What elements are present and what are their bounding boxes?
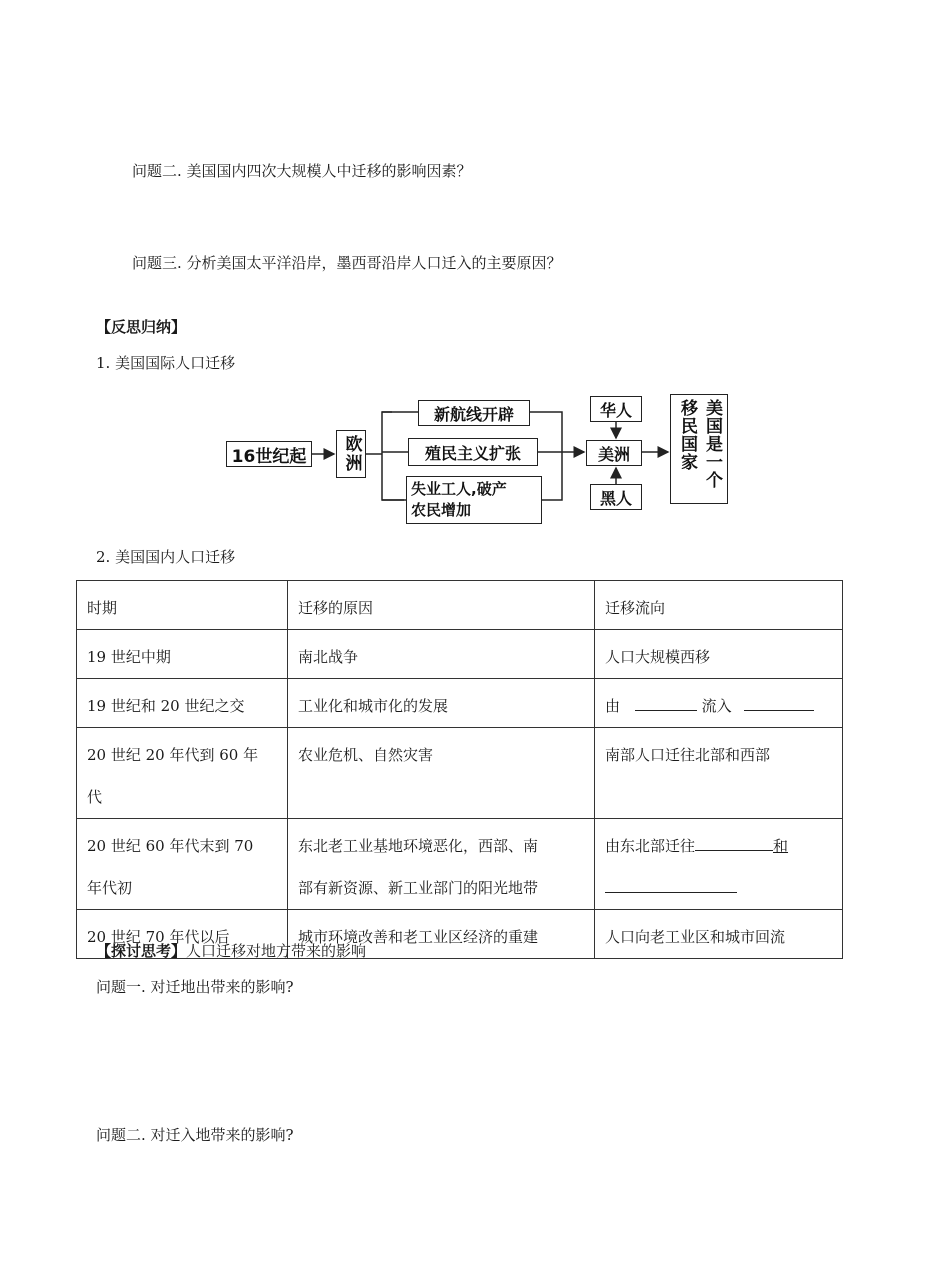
cell-flow bbox=[595, 819, 843, 910]
cell-period-line2: 年代初 bbox=[87, 879, 133, 897]
discussion-heading-line bbox=[96, 940, 366, 961]
header-flow: 迁移流向 bbox=[595, 581, 843, 630]
box-black: 黑人 bbox=[590, 484, 642, 510]
table-row bbox=[77, 819, 843, 910]
domestic-migration-table bbox=[76, 580, 843, 959]
box-16th-century: 16世纪起 bbox=[226, 441, 312, 467]
table-row bbox=[77, 679, 843, 728]
cell-flow: 人口向老工业区和城市回流 bbox=[595, 910, 843, 959]
box-result-col2: 美国是一个 bbox=[702, 399, 722, 489]
cell-flow-line1 bbox=[605, 825, 832, 867]
blank-dest-1[interactable] bbox=[695, 836, 773, 851]
flow-from-label: 由 bbox=[605, 697, 621, 715]
box-americas: 美洲 bbox=[586, 440, 642, 466]
flow-and: 和 bbox=[773, 837, 789, 855]
table-row bbox=[77, 630, 843, 679]
cell-period: 20 世纪 70 年代以后 bbox=[77, 910, 288, 959]
discussion-heading: 【探讨思考】 bbox=[96, 942, 187, 960]
cell-flow-line2 bbox=[605, 867, 832, 909]
cell-period-line1: 20 世纪 60 年代末到 70 bbox=[87, 837, 254, 855]
cell-flow bbox=[595, 679, 843, 728]
cell-reason: 南北战争 bbox=[288, 630, 595, 679]
bracket-left bbox=[382, 412, 404, 500]
table-header-row bbox=[77, 581, 843, 630]
box-result bbox=[670, 394, 728, 504]
cell-period-line2: 代 bbox=[87, 788, 103, 806]
cell-period bbox=[77, 819, 288, 910]
reflection-item-2: 2. 美国国内人口迁移 bbox=[96, 548, 236, 566]
flow-from-northeast: 由东北部迁往 bbox=[605, 837, 696, 855]
cell-flow: 人口大规模西移 bbox=[595, 630, 843, 679]
discussion-topic: 人口迁移对地方带来的影响 bbox=[186, 942, 367, 960]
box-europe-text: 欧洲 bbox=[341, 435, 362, 473]
blank-dest-2[interactable] bbox=[605, 878, 737, 893]
blank-from[interactable] bbox=[635, 696, 697, 711]
box-europe bbox=[336, 430, 366, 478]
cell-reason bbox=[288, 819, 595, 910]
reflection-heading: 【反思归纳】 bbox=[96, 318, 187, 336]
cell-reason-line2: 部有新资源、新工业部门的阳光地带 bbox=[298, 879, 539, 897]
cell-flow: 南部人口迁往北部和西部 bbox=[595, 728, 843, 819]
reflection-item-1: 1. 美国国际人口迁移 bbox=[96, 354, 236, 372]
header-reason: 迁移的原因 bbox=[288, 581, 595, 630]
cell-period bbox=[77, 728, 288, 819]
discussion-question-one: 问题一. 对迁地出带来的影响? bbox=[96, 978, 294, 996]
cell-period: 19 世纪和 20 世纪之交 bbox=[77, 679, 288, 728]
flow-into-label: 流入 bbox=[701, 697, 732, 715]
question-two: 问题二. 美国国内四次大规模人中迁移的影响因素？ bbox=[132, 162, 472, 180]
cell-reason: 农业危机、自然灾害 bbox=[288, 728, 595, 819]
discussion-question-two: 问题二. 对迁入地带来的影响? bbox=[96, 1126, 294, 1144]
box-new-sea-route: 新航线开辟 bbox=[418, 400, 530, 426]
box-chinese: 华人 bbox=[590, 396, 642, 422]
cell-period: 19 世纪中期 bbox=[77, 630, 288, 679]
header-period: 时期 bbox=[77, 581, 288, 630]
blank-into[interactable] bbox=[744, 696, 814, 711]
box-result-col1: 移民国家 bbox=[677, 399, 697, 471]
question-three: 问题三. 分析美国太平洋沿岸，墨西哥沿岸人口迁入的主要原因？ bbox=[132, 254, 562, 272]
box-colonial-expansion: 殖民主义扩张 bbox=[408, 438, 538, 466]
cell-reason: 城市环境改善和老工业区经济的重建 bbox=[288, 910, 595, 959]
table-row bbox=[77, 728, 843, 819]
cell-reason: 工业化和城市化的发展 bbox=[288, 679, 595, 728]
cell-reason-line1: 东北老工业基地环境恶化，西部、南 bbox=[298, 837, 539, 855]
box-unemployed-workers bbox=[406, 476, 542, 524]
cell-period-line1: 20 世纪 20 年代到 60 年 bbox=[87, 746, 259, 764]
box-unemployed-line1: 失业工人,破产 bbox=[411, 480, 507, 498]
box-unemployed-line2: 农民增加 bbox=[411, 501, 472, 519]
international-migration-diagram bbox=[222, 388, 734, 528]
